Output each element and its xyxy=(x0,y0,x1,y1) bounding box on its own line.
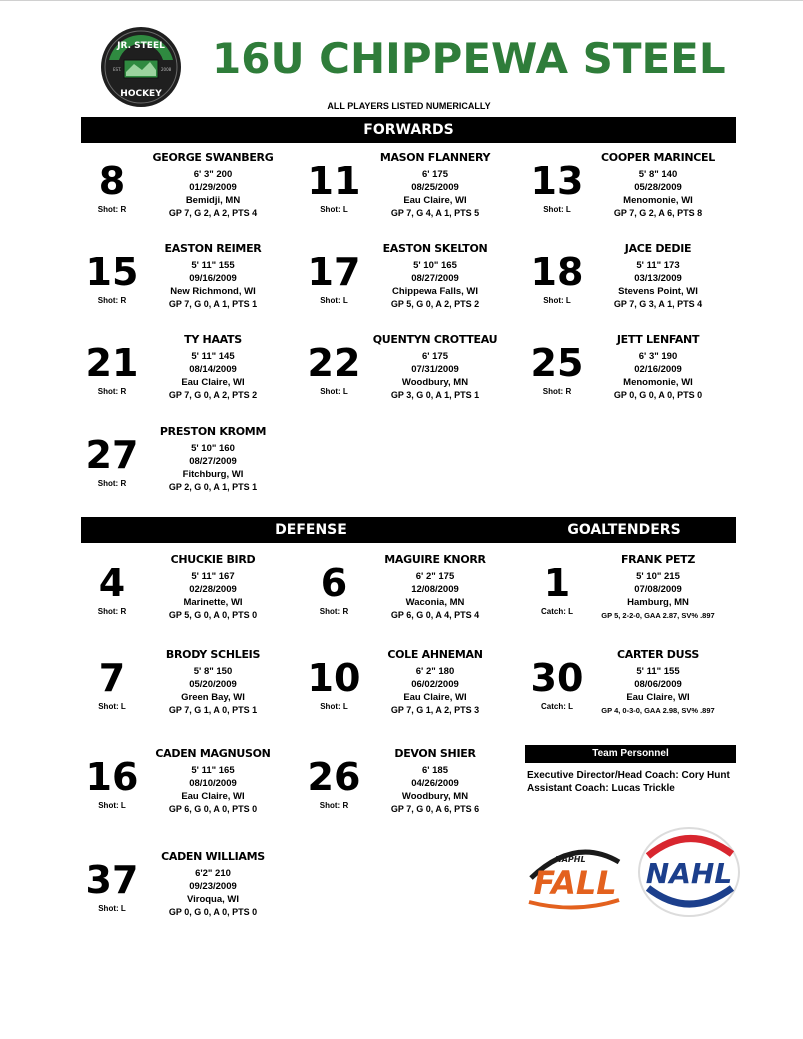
player-info xyxy=(143,333,283,402)
player-info xyxy=(143,553,283,622)
forwards-player-card xyxy=(526,333,748,413)
personnel-assistant-coach: Assistant Coach: Lucas Trickle xyxy=(527,783,675,794)
shot-hand: Shot: R xyxy=(542,387,572,396)
player-stats: GP 5, G 0, A 2, PTS 2 xyxy=(390,299,480,309)
player-info xyxy=(588,553,728,622)
shot-hand: Shot: L xyxy=(320,205,348,214)
player-stats: GP 7, G 3, A 1, PTS 4 xyxy=(613,299,703,309)
player-name: QUENTYN CROTTEAU xyxy=(372,333,498,346)
shot-hand: Shot: L xyxy=(543,296,571,305)
player-stats: GP 5, 2-2-0, GAA 2.87, SV% .897 xyxy=(601,611,715,620)
team-personnel-list xyxy=(527,769,730,795)
jersey-number: 30 xyxy=(530,656,584,700)
shot-hand: Shot: R xyxy=(97,387,127,396)
shot-hand: Shot: R xyxy=(319,801,349,810)
shot-hand: Shot: R xyxy=(97,205,127,214)
hometown: Menomonie, WI xyxy=(623,195,693,206)
player-info xyxy=(588,333,728,402)
birth-date: 08/27/2009 xyxy=(189,456,237,467)
shot-hand: Shot: L xyxy=(320,387,348,396)
jersey-number: 21 xyxy=(85,341,139,385)
goalies-player-card xyxy=(526,553,748,633)
player-stats: GP 7, G 0, A 6, PTS 6 xyxy=(390,804,480,814)
jersey-number: 22 xyxy=(307,341,361,385)
height-weight: 5' 8" 140 xyxy=(638,169,678,180)
hometown: Fitchburg, WI xyxy=(182,469,244,480)
birth-date: 08/14/2009 xyxy=(189,364,237,375)
player-name: EASTON SKELTON xyxy=(382,242,488,255)
defense-player-card xyxy=(303,648,525,728)
player-stats: GP 6, G 0, A 4, PTS 4 xyxy=(390,610,480,620)
hometown: Woodbury, MN xyxy=(401,377,469,388)
birth-date: 08/25/2009 xyxy=(411,182,459,193)
hometown: Eau Claire, WI xyxy=(626,692,690,703)
height-weight: 5' 11" 165 xyxy=(191,765,235,776)
player-stats: GP 7, G 0, A 1, PTS 1 xyxy=(168,299,258,309)
player-info xyxy=(143,242,283,311)
player-info xyxy=(143,151,283,220)
jersey-number: 10 xyxy=(307,656,361,700)
player-info xyxy=(588,151,728,220)
height-weight: 6' 175 xyxy=(421,351,449,362)
player-name: TY HAATS xyxy=(184,333,242,346)
defense-player-card xyxy=(303,553,525,633)
player-info xyxy=(143,648,283,717)
height-weight: 5' 10" 160 xyxy=(191,443,235,454)
nahl-logo xyxy=(636,826,742,918)
forwards-header: FORWARDS xyxy=(81,117,736,143)
defense-player-card xyxy=(303,747,525,827)
svg-text:JR. STEEL: JR. STEEL xyxy=(117,41,165,51)
player-name: CADEN MAGNUSON xyxy=(155,747,271,760)
height-weight: 5' 11" 173 xyxy=(636,260,680,271)
defense-player-card xyxy=(81,747,303,827)
forwards-player-card xyxy=(303,151,525,231)
defense-player-card xyxy=(81,553,303,633)
player-info xyxy=(365,151,505,220)
shot-hand: Catch: L xyxy=(541,607,573,616)
jersey-number: 25 xyxy=(530,341,584,385)
jersey-number: 1 xyxy=(543,561,571,605)
shot-hand: Shot: R xyxy=(319,607,349,616)
shot-hand: Shot: L xyxy=(98,801,126,810)
player-stats: GP 7, G 2, A 6, PTS 8 xyxy=(613,208,703,218)
shot-hand: Shot: L xyxy=(320,296,348,305)
player-stats: GP 7, G 1, A 0, PTS 1 xyxy=(168,705,258,715)
shot-hand: Shot: L xyxy=(543,205,571,214)
hometown: Eau Claire, WI xyxy=(403,692,467,703)
svg-text:HOCKEY: HOCKEY xyxy=(120,89,162,99)
birth-date: 02/28/2009 xyxy=(189,584,237,595)
shot-hand: Shot: R xyxy=(97,479,127,488)
shot-hand: Catch: L xyxy=(541,702,573,711)
height-weight: 5' 11" 155 xyxy=(636,666,680,677)
jersey-number: 6 xyxy=(320,561,348,605)
birth-date: 05/20/2009 xyxy=(189,679,237,690)
hometown: Stevens Point, WI xyxy=(618,286,698,297)
player-name: COOPER MARINCEL xyxy=(601,151,715,164)
player-name: FRANK PETZ xyxy=(620,553,696,566)
player-stats: GP 7, G 1, A 2, PTS 3 xyxy=(390,705,480,715)
hometown: Bemidji, MN xyxy=(185,195,241,206)
hometown: Waconia, MN xyxy=(405,597,465,608)
height-weight: 5' 11" 145 xyxy=(191,351,235,362)
birth-date: 05/28/2009 xyxy=(634,182,682,193)
birth-date: 03/13/2009 xyxy=(634,273,682,284)
defense-player-card xyxy=(81,850,303,930)
birth-date: 02/16/2009 xyxy=(634,364,682,375)
birth-date: 09/23/2009 xyxy=(189,881,237,892)
player-name: GEORGE SWANBERG xyxy=(152,151,274,164)
defense-player-card xyxy=(81,648,303,728)
player-stats: GP 6, G 0, A 0, PTS 0 xyxy=(168,804,258,814)
forwards-player-card xyxy=(81,151,303,231)
height-weight: 5' 11" 155 xyxy=(191,260,235,271)
player-name: MAGUIRE KNORR xyxy=(384,553,486,566)
svg-text:NAHL: NAHL xyxy=(645,857,733,890)
shot-hand: Shot: L xyxy=(98,702,126,711)
birth-date: 01/29/2009 xyxy=(189,182,237,193)
jersey-number: 11 xyxy=(307,159,361,203)
forwards-player-card xyxy=(81,333,303,413)
hometown: Woodbury, MN xyxy=(401,791,469,802)
player-name: COLE AHNEMAN xyxy=(387,648,483,661)
player-name: MASON FLANNERY xyxy=(379,151,491,164)
shot-hand: Shot: L xyxy=(320,702,348,711)
player-info xyxy=(365,747,505,816)
jersey-number: 16 xyxy=(85,755,139,799)
birth-date: 08/10/2009 xyxy=(189,778,237,789)
player-stats: GP 7, G 0, A 2, PTS 2 xyxy=(168,390,258,400)
hometown: Eau Claire, WI xyxy=(403,195,467,206)
player-stats: GP 0, G 0, A 0, PTS 0 xyxy=(613,390,703,400)
forwards-player-card xyxy=(81,425,303,505)
player-info xyxy=(143,850,283,919)
jersey-number: 7 xyxy=(98,656,126,700)
jersey-number: 13 xyxy=(530,159,584,203)
player-name: JETT LENFANT xyxy=(616,333,700,346)
jersey-number: 4 xyxy=(98,561,126,605)
forwards-player-card xyxy=(303,242,525,322)
forwards-player-card xyxy=(81,242,303,322)
hometown: Viroqua, WI xyxy=(186,894,240,905)
player-info xyxy=(365,333,505,402)
player-stats: GP 7, G 4, A 1, PTS 5 xyxy=(390,208,480,218)
height-weight: 6' 3" 200 xyxy=(193,169,233,180)
birth-date: 12/08/2009 xyxy=(411,584,459,595)
hometown: New Richmond, WI xyxy=(170,286,256,297)
player-info xyxy=(365,648,505,717)
player-name: CHUCKIE BIRD xyxy=(170,553,256,566)
player-name: BRODY SCHLEIS xyxy=(165,648,261,661)
player-name: CADEN WILLIAMS xyxy=(161,850,265,863)
player-stats: GP 4, 0-3-0, GAA 2.98, SV% .897 xyxy=(601,706,715,715)
birth-date: 06/02/2009 xyxy=(411,679,459,690)
height-weight: 5' 10" 215 xyxy=(636,571,680,582)
svg-text:EST.: EST. xyxy=(113,67,122,72)
birth-date: 04/26/2009 xyxy=(411,778,459,789)
svg-text:FALL: FALL xyxy=(533,864,617,902)
player-info xyxy=(143,425,283,494)
defense-header: DEFENSE xyxy=(275,522,347,538)
height-weight: 6' 2" 175 xyxy=(415,571,455,582)
player-name: JACE DEDIE xyxy=(624,242,692,255)
forwards-player-card xyxy=(526,242,748,322)
birth-date: 08/06/2009 xyxy=(634,679,682,690)
defense-goalie-header-bar xyxy=(81,517,736,543)
svg-text:2008: 2008 xyxy=(161,67,172,72)
height-weight: 6' 2" 180 xyxy=(415,666,455,677)
jersey-number: 37 xyxy=(85,858,139,902)
player-stats: GP 7, G 2, A 2, PTS 4 xyxy=(168,208,258,218)
player-info xyxy=(588,242,728,311)
height-weight: 5' 8" 150 xyxy=(193,666,233,677)
hometown: Eau Claire, WI xyxy=(181,791,245,802)
jr-steel-hockey-logo xyxy=(100,26,182,108)
birth-date: 07/08/2009 xyxy=(634,584,682,595)
jersey-number: 17 xyxy=(307,250,361,294)
jersey-number: 18 xyxy=(530,250,584,294)
naphl-fall-logo xyxy=(525,842,625,912)
hometown: Hamburg, MN xyxy=(627,597,689,608)
forwards-player-card xyxy=(526,151,748,231)
player-stats: GP 3, G 0, A 1, PTS 1 xyxy=(390,390,480,400)
jersey-number: 27 xyxy=(85,433,139,477)
height-weight: 6'2" 210 xyxy=(195,868,231,879)
team-personnel-header: Team Personnel xyxy=(525,745,736,763)
forwards-player-card xyxy=(303,333,525,413)
player-stats: GP 0, G 0, A 0, PTS 0 xyxy=(168,907,258,917)
player-stats: GP 2, G 0, A 1, PTS 1 xyxy=(168,482,258,492)
player-name: PRESTON KROMM xyxy=(159,425,267,438)
player-name: DEVON SHIER xyxy=(394,747,476,760)
page-subtitle: ALL PLAYERS LISTED NUMERICALLY xyxy=(327,101,491,111)
svg-text:NAPHL: NAPHL xyxy=(555,855,586,864)
player-name: CARTER DUSS xyxy=(617,648,699,661)
goalies-player-card xyxy=(526,648,748,728)
birth-date: 08/27/2009 xyxy=(411,273,459,284)
height-weight: 5' 10" 165 xyxy=(413,260,457,271)
birth-date: 09/16/2009 xyxy=(189,273,237,284)
height-weight: 6' 3" 190 xyxy=(638,351,678,362)
player-info xyxy=(143,747,283,816)
height-weight: 6' 175 xyxy=(421,169,449,180)
hometown: Green Bay, WI xyxy=(181,692,245,703)
jersey-number: 8 xyxy=(98,159,126,203)
player-name: EASTON REIMER xyxy=(164,242,262,255)
page-title: 16U CHIPPEWA STEEL xyxy=(212,34,726,83)
player-info xyxy=(365,242,505,311)
hometown: Eau Claire, WI xyxy=(181,377,245,388)
player-stats: GP 5, G 0, A 0, PTS 0 xyxy=(168,610,258,620)
shot-hand: Shot: L xyxy=(98,904,126,913)
jersey-number: 26 xyxy=(307,755,361,799)
height-weight: 6' 185 xyxy=(421,765,449,776)
jersey-number: 15 xyxy=(85,250,139,294)
hometown: Marinette, WI xyxy=(183,597,243,608)
birth-date: 07/31/2009 xyxy=(411,364,459,375)
personnel-head-coach: Executive Director/Head Coach: Cory Hunt xyxy=(527,770,730,781)
hometown: Chippewa Falls, WI xyxy=(391,286,479,297)
hometown: Menomonie, WI xyxy=(623,377,693,388)
goaltenders-header: GOALTENDERS xyxy=(567,522,681,538)
top-rule xyxy=(0,0,803,1)
player-info xyxy=(365,553,505,622)
shot-hand: Shot: R xyxy=(97,607,127,616)
height-weight: 5' 11" 167 xyxy=(191,571,235,582)
player-info xyxy=(588,648,728,717)
shot-hand: Shot: R xyxy=(97,296,127,305)
